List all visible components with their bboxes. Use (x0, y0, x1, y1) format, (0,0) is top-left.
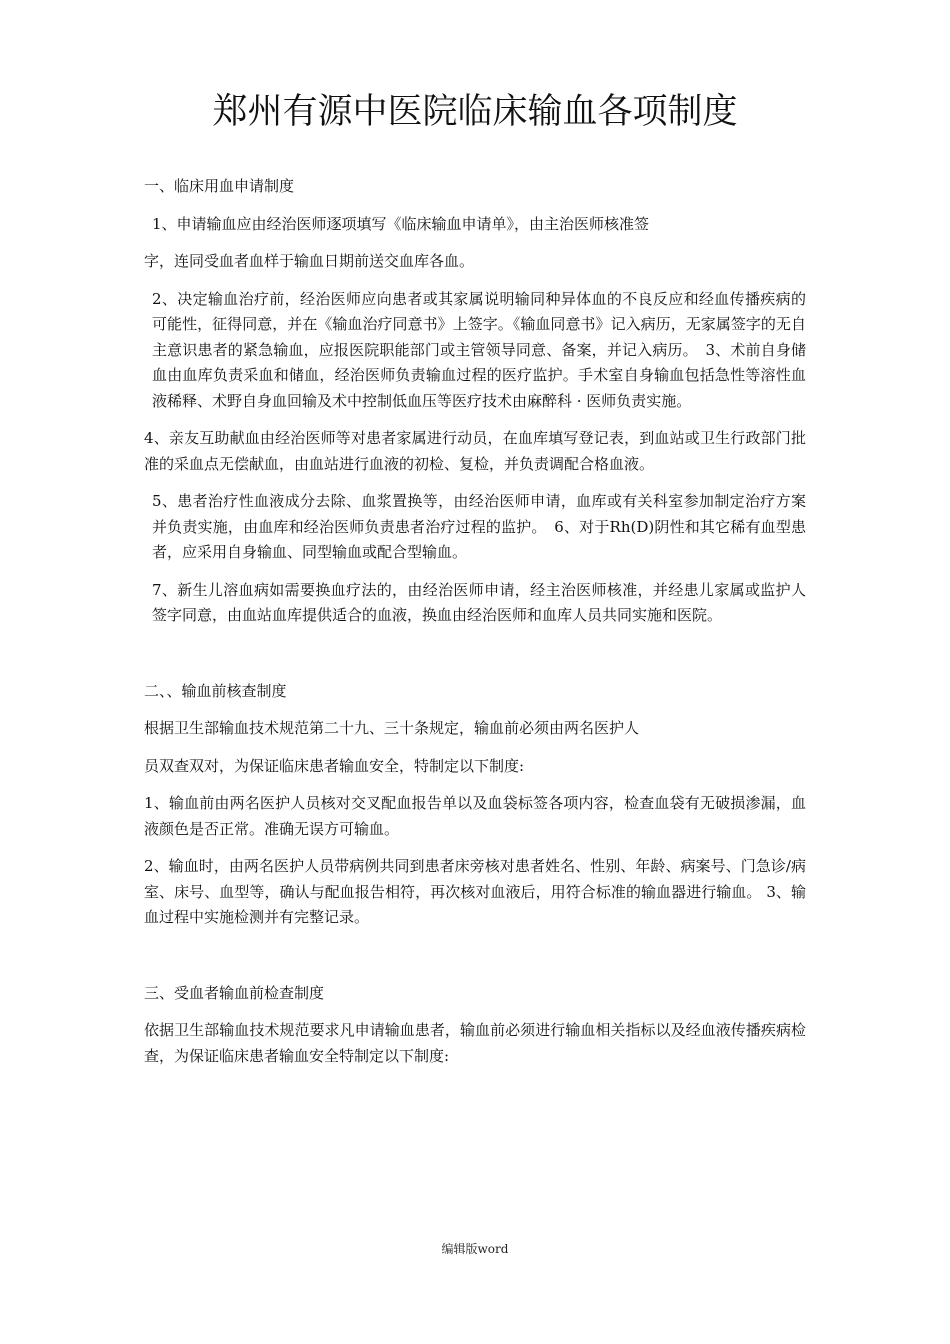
section-2-heading: 二、、输血前核查制度 (144, 681, 287, 700)
section-1-paragraph-4: 5、患者治疗性血液成分去除、血浆置换等，由经治医师申请，血库或有关科室参加制定治疗方案并负责实施，由血库和经治医师负责患者治疗过程的监护。 6、对于Rh(D)阴性和其它稀有血型患者，应采用自身输血、同型输血或配合型输血。 (152, 492, 806, 561)
document-body (144, 174, 806, 1081)
section-1-paragraph-2: 2、决定输血治疗前，经治医师应向患者或其家属说明输同种异体血的不良反应和经血传播疾病的可能性，征得同意，并在《输血治疗同意书》上签字。《输血同意书》记入病历，无家属签字的无自主意识患者的紧急输血，应报医院职能部门或主管领导同意、备案，并记入病历。 3、术前自身储血由血库负责采血和储血，经治医师负责输血过程的医疗监护。手术室自身输血包括急性等溶性血液稀释、术野自身血回输及术中控制低血压等医疗技术由麻醉科 · 医师负责实施。 (152, 289, 806, 410)
section-spacer (144, 943, 806, 981)
section-2-paragraph-3: 2、输血时，由两名医护人员带病例共同到患者床旁核对患者姓名、性别、年龄、病案号、门急诊/病室、床号、血型等，确认与配血报告相符，再次核对血液后，用符合标准的输血器进行输血。 3、输血过程中实施检测并有完整记录。 (144, 857, 806, 926)
section-spacer (144, 641, 806, 679)
section-1-paragraph-5: 7、新生儿溶血病如需要换血疗法的，由经治医师申请，经主治医师核准，并经患儿家属或监护人签字同意，由血站血库提供适合的血液，换血由经治医师和血库人员共同实施和医院。 (152, 580, 806, 624)
section-1-heading: 一、临床用血申请制度 (144, 177, 295, 195)
section-3-heading: 三、受血者输血前检查制度 (144, 983, 325, 1002)
section-1-paragraph-1b: 字，连同受血者血样于输血日期前送交血库各血。 (144, 252, 475, 270)
section-2-paragraph-1b: 员双查双对，为保证临床患者输血安全，特制定以下制度: (144, 756, 525, 775)
page-footer: 编辑版word (441, 1242, 509, 1256)
section-1-paragraph-3: 4、亲友互助献血由经治医师等对患者家属进行动员，在血库填写登记表，到血站或卫生行政部门批准的采血点无偿献血，由血站进行血液的初检、复检，并负责调配合格血液。 (144, 429, 806, 473)
document-title: 郑州有源中医院临床输血各项制度 (212, 92, 738, 132)
section-2-paragraph-1a: 根据卫生部输血技术规范第二十九、三十条规定，输血前必须由两名医护人 (144, 719, 640, 737)
section-1-paragraph-1a: 1、申请输血应由经治医师逐项填写《临床输血申请单》，由主治医师核准签 (152, 214, 650, 233)
section-2-paragraph-2: 1、输血前由两名医护人员核对交叉配血报告单以及血袋标签各项内容，检查血袋有无破损渗漏，血液颜色是否正常。准确无误方可输血。 (144, 794, 806, 838)
section-3-paragraph-1: 依据卫生部输血技术规范要求凡申请输血患者，输血前必须进行输血相关指标以及经血液传播疾病检查，为保证临床患者输血安全特制定以下制度: (144, 1021, 806, 1065)
